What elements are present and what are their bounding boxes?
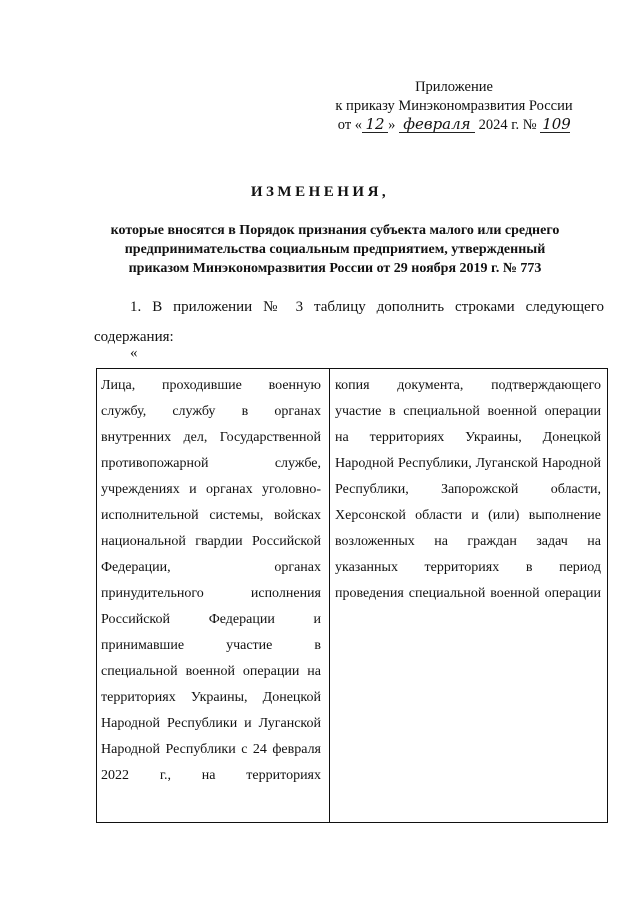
table-cell-category: Лица, проходившие военную службу, службу в органах внутренних дел, Государственной противопожарной службе, учреждениях и органах уголовно-исполнительной системы, войсках национальной гвардии Российской Федерации, органах принудительного исполнения Российской Федерации и принимавшие участие в специальной военной операции на территориях Украины, Донецкой Народной Республики и Луганской Народной Республики с 24 февраля 2022 г., на территориях: [97, 369, 330, 822]
document-subtitle: которые вносятся в Порядок признания субъекта малого или среднего предпринимательства социальным предприятием, утвержденный приказом Минэкономразвития России от 29 ноября 2019 г. № 773: [110, 223, 560, 276]
date-prefix: от «: [337, 117, 363, 133]
handwritten-day: 12: [362, 117, 388, 133]
paragraph-1: 1. В приложении № 3 таблицу дополнить строками следующего содержания:: [94, 299, 604, 345]
appendix-label: Приложение: [415, 79, 493, 95]
table-cell-documents: копия документа, подтверждающего участие в специальной военной операции на территориях Украины, Донецкой Народной Республики, Луганской Народной Республики, Запорожской области, Херсонской области и (или) выполнение возложенных на граждан задач на указанных территориях в период проведения специальной военной операции: [335, 378, 601, 601]
document-title: ИЗМЕНЕНИЯ,: [250, 184, 390, 200]
date-close-quote: »: [388, 117, 396, 133]
order-reference: к приказу Минэкономразвития России: [335, 98, 573, 114]
opening-quote: «: [130, 345, 138, 361]
amendment-table: [96, 368, 608, 823]
order-date-line: [324, 116, 584, 135]
handwritten-month: февраля: [399, 117, 475, 133]
approval-header: [324, 78, 584, 135]
year-and-number-label: 2024 г. №: [478, 117, 537, 133]
handwritten-order-number: 109: [542, 115, 571, 133]
